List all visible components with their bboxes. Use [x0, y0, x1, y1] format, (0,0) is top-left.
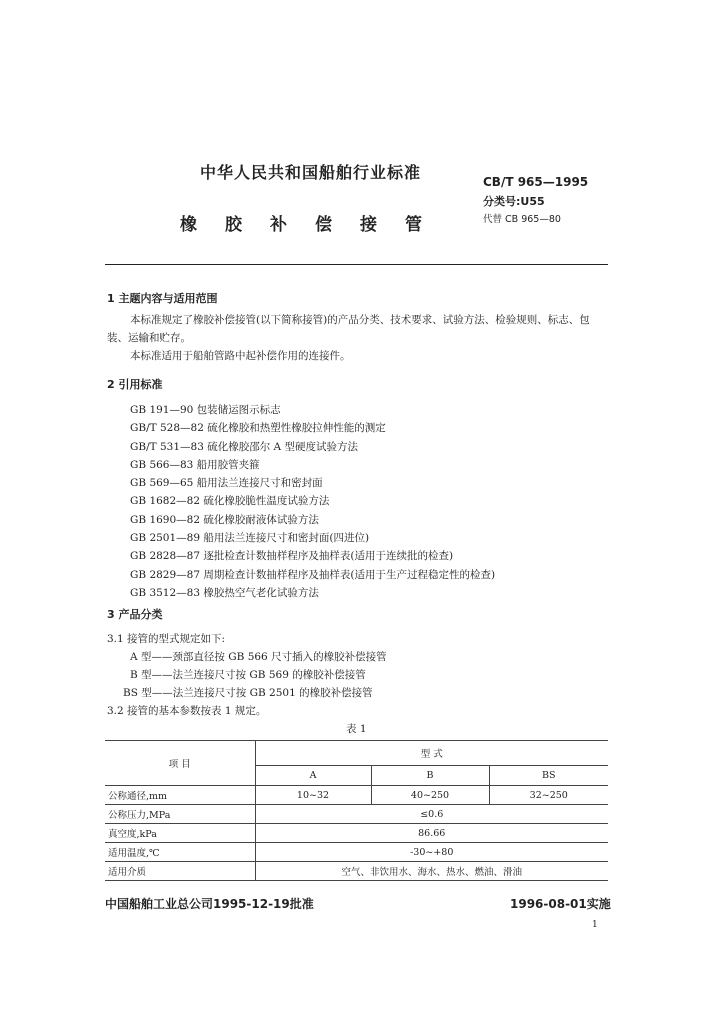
type-a-definition: A 型——颈部直径按 GB 566 尺寸插入的橡胶补偿接管 — [130, 651, 387, 663]
table-cell-label: 公称压力,MPa — [105, 805, 255, 824]
reference-item: GB 2829—87 周期检查计数抽样程序及抽样表(适用于生产过程稳定性的检查) — [130, 568, 496, 581]
type-bs-definition: BS 型——法兰连接尺寸按 GB 2501 的橡胶补偿接管 — [123, 687, 373, 699]
table-cell: 86.66 — [255, 824, 608, 843]
reference-item: GB 1690—82 硫化橡胶耐液体试验方法 — [130, 513, 319, 526]
table-cell: 10~32 — [255, 786, 371, 805]
classification-number: 分类号:U55 — [483, 195, 545, 208]
table-header-a: A — [255, 765, 371, 785]
section-1-paragraph-2: 本标准适用于船舶管路中起补偿作用的连接件。 — [130, 350, 351, 362]
reference-item: GB 566—83 船用胶管夹箍 — [130, 458, 260, 471]
implementation-date: 1996-08-01实施 — [510, 897, 611, 911]
table-header-b: B — [371, 765, 489, 785]
reference-item: GB 191—90 包装储运图示标志 — [130, 404, 281, 416]
section-3-2: 3.2 接管的基本参数按表 1 规定。 — [107, 705, 267, 717]
page-number: 1 — [592, 920, 598, 930]
reference-item: GB 3512—83 橡胶热空气老化试验方法 — [130, 586, 319, 599]
table-header-item: 项 目 — [105, 741, 255, 786]
table-cell-label: 适用介质 — [105, 862, 255, 881]
standard-org-title: 中华人民共和国船舶行业标准 — [200, 163, 422, 182]
approval-line: 中国船舶工业总公司1995-12-19批准 — [105, 897, 314, 911]
section-1-paragraph-1-line-1: 本标准规定了橡胶补偿接管(以下简称接管)的产品分类、技术要求、试验方法、检验规则、标志、包 — [130, 314, 590, 326]
table-header-bs: BS — [489, 765, 608, 785]
type-b-definition: B 型——法兰连接尺寸按 GB 569 的橡胶补偿接管 — [130, 669, 366, 681]
table-cell: 40~250 — [371, 786, 489, 805]
reference-item: GB 1682—82 硫化橡胶脆性温度试验方法 — [130, 495, 330, 508]
table-header-type: 型 式 — [255, 741, 608, 766]
section-3-1: 3.1 接管的型式规定如下: — [107, 633, 226, 645]
section-1-paragraph-1-line-2: 装、运输和贮存。 — [107, 332, 191, 344]
parameter-table — [105, 740, 608, 881]
table-cell: 空气、非饮用水、海水、热水、燃油、滑油 — [255, 862, 608, 881]
document-title: 橡胶补偿接管 — [180, 215, 450, 235]
section-2-heading: 2 引用标准 — [107, 378, 163, 391]
table-cell: -30~+80 — [255, 843, 608, 862]
table-cell: 32~250 — [489, 786, 608, 805]
table-row — [105, 843, 608, 862]
header-divider — [105, 264, 608, 265]
table-caption: 表 1 — [346, 723, 367, 735]
reference-item: GB 569—65 船用法兰连接尺寸和密封面 — [130, 477, 323, 490]
reference-item: GB 2828—87 逐批检查计数抽样程序及抽样表(适用于连续批的检查) — [130, 550, 454, 563]
reference-item: GB/T 528—82 硫化橡胶和热塑性橡胶拉伸性能的测定 — [130, 422, 386, 435]
table-row — [105, 862, 608, 881]
section-1-heading: 1 主题内容与适用范围 — [107, 292, 218, 305]
replaces-standard: 代替 CB 965—80 — [483, 214, 561, 225]
section-3-heading: 3 产品分类 — [107, 608, 163, 621]
table-row — [105, 805, 608, 824]
reference-item: GB/T 531—83 硫化橡胶邵尔 A 型硬度试验方法 — [130, 440, 358, 453]
table-cell-label: 公称通径,mm — [105, 786, 255, 805]
standard-code: CB/T 965—1995 — [483, 175, 589, 189]
table-cell: ≤0.6 — [255, 805, 608, 824]
table-cell-label: 真空度,kPa — [105, 824, 255, 843]
table-cell-label: 适用温度,℃ — [105, 843, 255, 862]
table-row — [105, 824, 608, 843]
table-row — [105, 786, 608, 805]
reference-item: GB 2501—89 船用法兰连接尺寸和密封面(四进位) — [130, 532, 370, 545]
reference-list — [130, 401, 495, 602]
